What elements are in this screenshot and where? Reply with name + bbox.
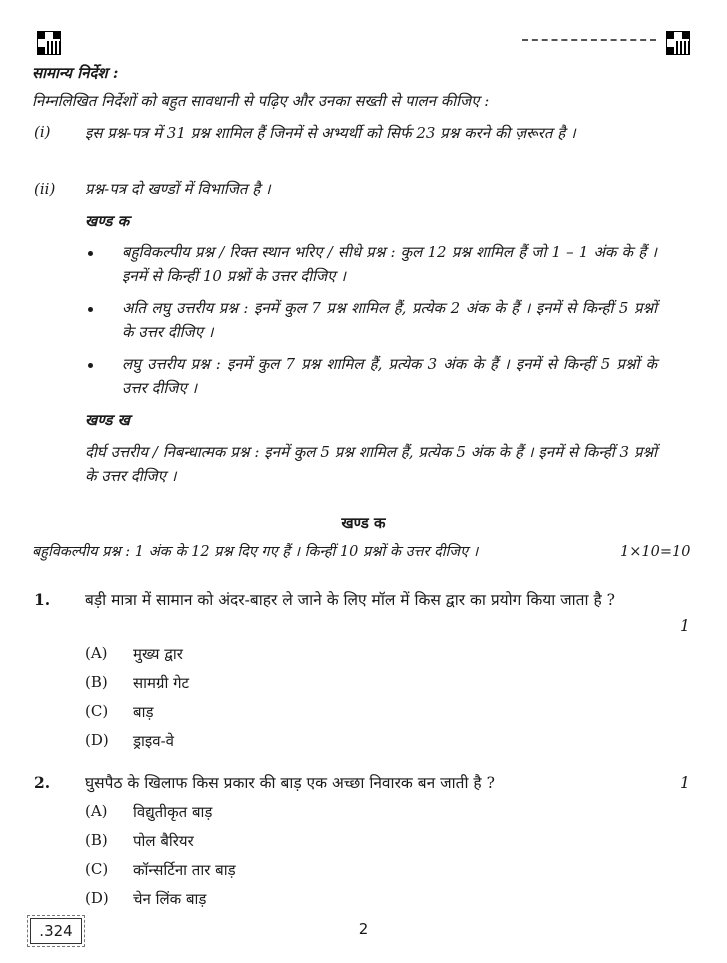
bullet-icon	[88, 251, 93, 256]
question-text-1: बड़ी मात्रा में सामान को अंदर-बाहर ले जाने के लिए मॉल में किस द्वार का प्रयोग किया जाता है ?	[85, 591, 615, 609]
part-heading: खण्ड क	[341, 514, 386, 532]
section-b-text: दीर्घ उत्तरीय / निबन्धात्मक प्रश्न : इनमें कुल 5 प्रश्न शामिल हैं, प्रत्येक 5 अंक के हैं । इनमें से किन्हीं 3 प्रश्नों के उत्तर दीजिए ।	[85, 443, 657, 485]
instructions-intro: निम्नलिखित निर्देशों को बहुत सावधानी से पढ़िए और उनका सख्ती से पालन कीजिए :	[32, 92, 490, 110]
option-key: (A)	[85, 644, 108, 662]
instructions-heading: सामान्य निर्देश :	[32, 64, 119, 82]
instruction-text-2: प्रश्न-पत्र दो खण्डों में विभाजित है ।	[85, 180, 271, 198]
section-b-heading: खण्ड ख	[85, 411, 130, 429]
qr-code-icon-right	[667, 32, 689, 54]
option-key: (C)	[85, 860, 109, 878]
section-a-point-2: अति लघु उत्तरीय प्रश्न : इनमें कुल 7 प्रश्न शामिल हैं, प्रत्येक 2 अंक के हैं । इनमें से किन्हीं 5 प्रश्नों के उत्तर दीजिए ।	[122, 299, 657, 341]
option-key: (B)	[85, 831, 108, 849]
part-marks: 1×10=10	[620, 544, 691, 560]
option-key: (B)	[85, 673, 108, 691]
option-key: (D)	[85, 731, 109, 749]
option-text: ड्राइव-वे	[133, 732, 175, 750]
question-text-2: घुसपैठ के खिलाफ किस प्रकार की बाड़ एक अच्छा निवारक बन जाती है ?	[85, 774, 495, 792]
option-text: कॉन्सर्टिना तार बाड़	[133, 861, 236, 879]
option-text: मुख्य द्वार	[133, 645, 183, 663]
question-marks-2: 1	[680, 774, 690, 792]
question-number-2: 2.	[34, 773, 51, 792]
question-marks-1: 1	[680, 617, 690, 635]
instruction-text-1: इस प्रश्न-पत्र में 31 प्रश्न शामिल हैं जिनमें से अभ्यर्थी को सिर्फ 23 प्रश्न करने की ज़रूरत है ।	[85, 124, 576, 142]
option-key: (D)	[85, 889, 109, 907]
paper-code-box: .324	[30, 918, 82, 944]
qr-code-icon-left	[38, 32, 60, 54]
option-text: पोल बैरियर	[133, 832, 194, 850]
option-key: (C)	[85, 702, 109, 720]
option-key: (A)	[85, 802, 108, 820]
section-a-point-1: बहुविकल्पीय प्रश्न / रिक्त स्थान भरिए / सीधे प्रश्न : कुल 12 प्रश्न शामिल हैं जो 1 – 1 अंक के हैं । इनमें से किन्हीं 10 प्रश्नों के उत्तर दीजिए ।	[122, 243, 657, 285]
option-text: चेन लिंक बाड़	[133, 890, 207, 908]
instruction-num-2: (ii)	[34, 180, 56, 198]
option-text: सामग्री गेट	[133, 674, 190, 692]
option-text: बाड़	[133, 703, 154, 721]
part-instruction: बहुविकल्पीय प्रश्न : 1 अंक के 12 प्रश्न दिए गए हैं । किन्हीं 10 प्रश्नों के उत्तर दीजिए ।	[32, 544, 479, 560]
page-number: 2	[358, 920, 369, 938]
header-dashed-line	[522, 39, 656, 41]
section-a-point-3: लघु उत्तरीय प्रश्न : इनमें कुल 7 प्रश्न शामिल हैं, प्रत्येक 3 अंक के हैं । इनमें से किन्हीं 5 प्रश्नों के उत्तर दीजिए ।	[122, 355, 657, 397]
instruction-num-1: (i)	[34, 123, 51, 141]
option-text: विद्युतीकृत बाड़	[133, 803, 213, 821]
bullet-icon	[88, 363, 93, 368]
bullet-icon	[88, 307, 93, 312]
section-a-heading: खण्ड क	[85, 212, 130, 230]
question-number-1: 1.	[34, 590, 51, 609]
